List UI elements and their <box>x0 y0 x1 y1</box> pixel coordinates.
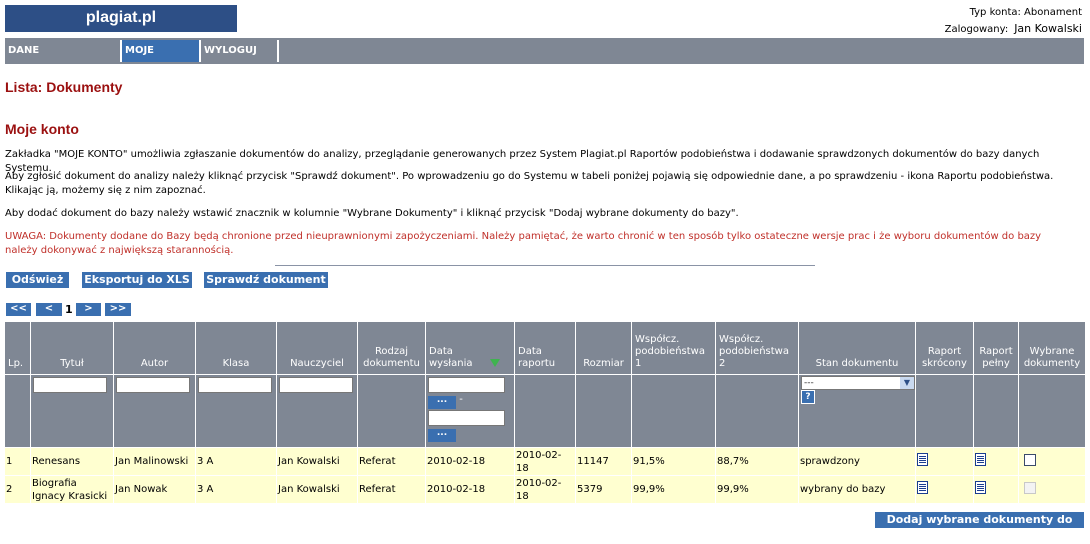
cell-sent-date: 2010-02-18 <box>426 448 515 476</box>
nav-moje-konto[interactable]: MOJE KONTO <box>122 40 201 62</box>
documents-table <box>4 321 1086 504</box>
cell-doc-type: Referat <box>358 448 426 476</box>
section-title: Moje konto <box>5 121 79 137</box>
filter-date-from-input[interactable] <box>428 377 505 393</box>
col-author[interactable]: Autor <box>114 322 196 375</box>
status-select-value: --- <box>804 378 814 388</box>
table-row <box>5 448 1086 476</box>
cell-size: 5379 <box>576 476 632 504</box>
filter-sim2 <box>716 375 799 448</box>
select-document-checkbox <box>1024 482 1036 494</box>
col-sent-date-label: Data wysłania <box>429 346 473 369</box>
col-report-full: Raport pełny <box>974 322 1019 375</box>
col-doc-type[interactable]: Rodzaj dokumentu <box>358 322 426 375</box>
cell-teacher: Jan Kowalski <box>277 476 358 504</box>
check-document-button[interactable]: Sprawdź dokument <box>204 272 328 288</box>
col-similarity-2[interactable]: Współcz. podobieństwa 2 <box>716 322 799 375</box>
status-select[interactable] <box>801 376 915 390</box>
refresh-button[interactable]: Odśwież <box>6 272 69 288</box>
col-lp[interactable]: Lp. <box>5 322 31 375</box>
report-short-icon[interactable] <box>917 481 928 494</box>
filter-report-short <box>916 375 974 448</box>
filter-teacher-input[interactable] <box>279 377 353 393</box>
account-type: Typ konta: Abonament <box>969 7 1082 18</box>
filter-report-full <box>974 375 1019 448</box>
logo[interactable]: plagiat.pl <box>5 5 237 32</box>
cell-title: Biografia Ignacy Krasicki <box>31 476 114 504</box>
cell-class: 3 A <box>196 448 277 476</box>
nav-wyloguj[interactable]: WYLOGUJ SIĘ <box>201 40 279 62</box>
pager-next-button[interactable]: > <box>76 303 101 316</box>
report-full-icon[interactable] <box>975 481 986 494</box>
cell-class: 3 A <box>196 476 277 504</box>
col-status[interactable]: Stan dokumentu <box>799 322 916 375</box>
main-nav <box>5 38 1084 78</box>
filter-author-input[interactable] <box>116 377 190 393</box>
filter-title-input[interactable] <box>33 377 107 393</box>
select-document-checkbox[interactable] <box>1024 454 1036 466</box>
report-short-icon[interactable] <box>917 453 928 466</box>
sort-desc-icon[interactable] <box>490 359 500 367</box>
cell-author: Jan Nowak <box>114 476 196 504</box>
help-icon[interactable]: ? <box>801 390 815 404</box>
filter-class-input[interactable] <box>198 377 272 393</box>
col-title[interactable]: Tytuł <box>31 322 114 375</box>
filter-doc-type <box>358 375 426 448</box>
col-size[interactable]: Rozmiar <box>576 322 632 375</box>
col-similarity-1[interactable]: Współcz. podobieństwa 1 <box>632 322 716 375</box>
report-full-icon[interactable] <box>975 453 986 466</box>
intro-paragraph: Zakładka "MOJE KONTO" umożliwia zgłaszanie dokumentów do analizy, przeglądanie generowanych przez System Plagiat.pl Raportów podobieństwa i dodawanie sprawdzonych dokumentów do bazy danych Systemu. <box>5 149 1040 174</box>
instructions-paragraph: Aby zgłosić dokument do analizy należy kliknąć przycisk "Sprawdź dokument". Po wprowadzeniu go do Systemu w tabeli poniżej pojawią się odpowiednie dane, a po sprawdzeniu - ikona Raportu podobieństwa. Klikając ją, możemy się z nim zapoznać. <box>5 171 1054 196</box>
logged-in-label: Zalogowany: <box>944 24 1009 35</box>
logged-in-info <box>945 21 1082 38</box>
cell-lp: 2 <box>5 476 31 504</box>
cell-sim2: 88,7% <box>716 448 799 476</box>
filter-row <box>5 375 1086 448</box>
warning-text: UWAGA: Dokumenty dodane do Bazy będą chronione przed nieuprawnionymi zapożyczeniami. Należy pamiętać, że warto chronić w ten sposób tylko ostateczne wersje prac i że wyboru dokumentów do bazy należy dokonywać z największą starannością. <box>5 231 1042 256</box>
cell-report-date: 2010-02-18 <box>515 448 576 476</box>
col-report-short: Raport skrócony <box>916 322 974 375</box>
table-row <box>5 476 1086 504</box>
cell-title: Renesans <box>31 448 114 476</box>
col-teacher[interactable]: Nauczyciel <box>277 322 358 375</box>
cell-sim2: 99,9% <box>716 476 799 504</box>
cell-sim1: 91,5% <box>632 448 716 476</box>
user-name: Jan Kowalski <box>1014 22 1082 35</box>
cell-sim1: 99,9% <box>632 476 716 504</box>
filter-sim1 <box>632 375 716 448</box>
filter-date-to-input[interactable] <box>428 410 505 426</box>
cell-sent-date: 2010-02-18 <box>426 476 515 504</box>
filter-report-date <box>515 375 576 448</box>
col-selected: Wybrane dokumenty <box>1019 322 1086 375</box>
page-title: Lista: Dokumenty <box>5 79 123 95</box>
export-xls-button[interactable]: Eksportuj do XLS <box>82 272 192 288</box>
add-instructions-paragraph: Aby dodać dokument do bazy należy wstawić znacznik w kolumnie "Wybrane Dokumenty" i kliknąć przycisk "Dodaj wybrane dokumenty do bazy". <box>5 208 739 219</box>
pager-last-button[interactable]: >> <box>105 303 131 316</box>
cell-lp: 1 <box>5 448 31 476</box>
date-from-picker-button[interactable]: ... <box>428 396 456 409</box>
date-separator: - <box>459 394 463 405</box>
cell-doc-type: Referat <box>358 476 426 504</box>
pager-current-page: 1 <box>65 303 73 316</box>
add-selected-to-database-button[interactable]: Dodaj wybrane dokumenty do bazy <box>875 512 1084 528</box>
cell-status: wybrany do bazy <box>799 476 916 504</box>
pager-prev-button[interactable]: < <box>36 303 62 316</box>
separator <box>275 265 815 266</box>
col-report-date[interactable]: Data raportu <box>515 322 576 375</box>
cell-author: Jan Malinowski <box>114 448 196 476</box>
filter-selected <box>1019 375 1086 448</box>
cell-teacher: Jan Kowalski <box>277 448 358 476</box>
account-info <box>945 5 1082 38</box>
col-class[interactable]: Klasa <box>196 322 277 375</box>
pager-first-button[interactable]: << <box>6 303 31 316</box>
cell-status: sprawdzony <box>799 448 916 476</box>
col-sent-date[interactable] <box>426 322 515 375</box>
nav-dane-uzytkownika[interactable]: DANE UŻYTKOWNIKA <box>5 40 122 62</box>
chevron-down-icon[interactable]: ▼ <box>900 377 914 389</box>
date-to-picker-button[interactable]: ... <box>428 429 456 442</box>
cell-report-date: 2010-02-18 <box>515 476 576 504</box>
filter-size <box>576 375 632 448</box>
cell-size: 11147 <box>576 448 632 476</box>
filter-lp <box>5 375 31 448</box>
